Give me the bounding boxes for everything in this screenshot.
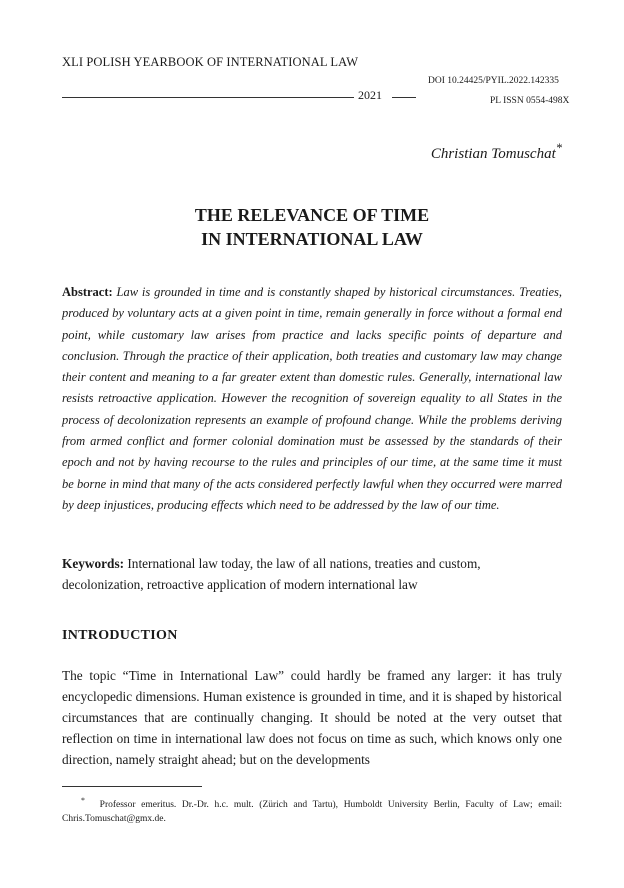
- footnote-mark: *: [81, 796, 85, 805]
- section-heading: INTRODUCTION: [62, 628, 178, 643]
- issn-label: PL ISSN 0554-498X: [490, 96, 570, 106]
- article-title: [62, 203, 562, 251]
- journal-title: XLI POLISH YEARBOOK OF INTERNATIONAL LAW: [62, 55, 359, 69]
- header-rule-right: [392, 97, 416, 98]
- author-footnote-mark: *: [555, 141, 562, 155]
- journal-year: 2021: [358, 88, 382, 102]
- author-name-text: Christian Tomuschat: [430, 146, 556, 162]
- abstract-label: Abstract:: [62, 285, 113, 299]
- title-line-1: THE RELEVANCE OF TIME: [194, 205, 430, 225]
- footnote-divider: [62, 786, 202, 787]
- keywords-label: Keywords:: [62, 556, 125, 571]
- footnote-text: Professor emeritus. Dr.-Dr. h.c. mult. (Zürich and Tartu), Humboldt University Berlin, Faculty of Law; email: Chris.Tomuschat@gmx.de.: [62, 800, 562, 825]
- abstract-text: Law is grounded in time and is constantly shaped by historical circumstances. Treaties, produced by voluntary acts at a given point in time, remain generally in force without a formal end point, while customary law arises from practice and lacks specific points of departure and conclusion. Through the practice of their application, both treaties and customary law may change their content and meaning to a far greater extent than domestic rules. Generally, international law resists retroactive application. However the recognition of sovereign equality to all States in the process of decolonization represents an example of profound change. While the problems deriving from armed conflict and former colonial domination must be assessed by the standards of their epoch and not by having recourse to the rules and principles of our time, at the same time it must be borne in mind that many of the acts considered perfectly lawful when they occurred were marred by deep injustices, producing effects which need to be addressed by the law of our time.: [62, 285, 563, 512]
- doi-label: DOI 10.24425/PYIL.2022.142335: [428, 76, 559, 86]
- author-name: [431, 141, 562, 163]
- title-line-2: IN INTERNATIONAL LAW: [201, 229, 423, 249]
- keywords: [62, 553, 562, 595]
- keywords-text: International law today, the law of all nations, treaties and custom, decolonization, retroactive application of modern international law: [62, 556, 481, 592]
- footnote: [62, 794, 562, 826]
- abstract: [62, 282, 562, 516]
- body-paragraph: The topic “Time in International Law” could hardly be framed any larger: it has truly encyclopedic dimensions. Human existence is grounded in time, and it is shaped by historical circumstances that are continually changing. It should be noted at the very outset that reflection on time in international law does not focus on time as such, which knows only one direction, namely straight ahead; but on the developments: [62, 668, 562, 767]
- header-rule-left: [62, 97, 354, 98]
